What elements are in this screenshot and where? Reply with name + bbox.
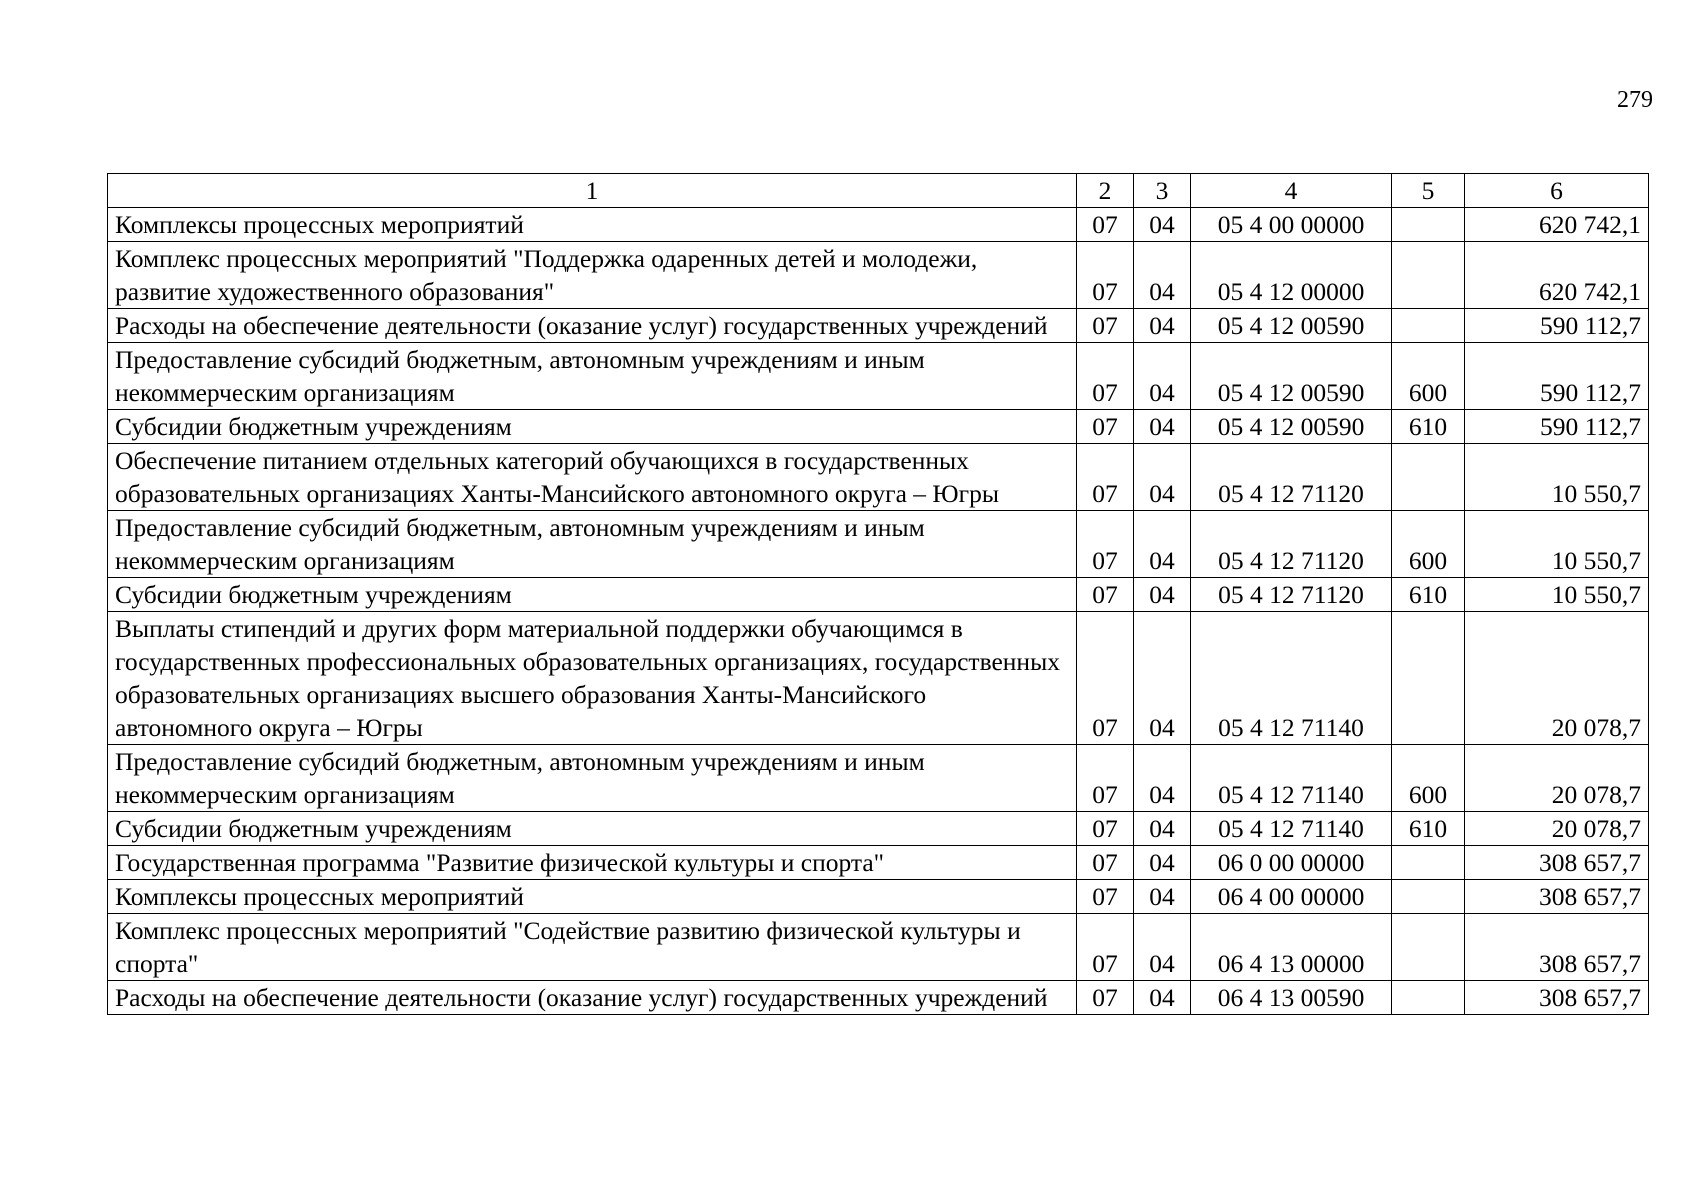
table-row (108, 309, 1649, 343)
row-section-cell: 07 (1077, 578, 1134, 612)
row-code-cell: 05 4 12 71120 (1191, 444, 1392, 511)
row-subsection-cell: 04 (1134, 981, 1191, 1015)
table-row (108, 745, 1649, 812)
row-sum-cell: 308 657,7 (1465, 914, 1649, 981)
row-name-cell: Предоставление субсидий бюджетным, автономным учреждениям и иным некоммерческим организациям (108, 343, 1077, 410)
row-code-cell: 05 4 12 71120 (1191, 578, 1392, 612)
row-type-cell (1392, 444, 1465, 511)
row-name-cell: Комплексы процессных мероприятий (108, 208, 1077, 242)
row-name-cell: Субсидии бюджетным учреждениям (108, 410, 1077, 444)
row-sum-cell: 590 112,7 (1465, 410, 1649, 444)
row-sum-cell: 20 078,7 (1465, 612, 1649, 745)
row-code-cell: 05 4 12 00590 (1191, 343, 1392, 410)
row-name-cell: Субсидии бюджетным учреждениям (108, 812, 1077, 846)
row-section-cell: 07 (1077, 981, 1134, 1015)
row-code-cell: 05 4 12 00590 (1191, 309, 1392, 343)
row-sum-cell: 620 742,1 (1465, 242, 1649, 309)
row-section-cell: 07 (1077, 914, 1134, 981)
row-section-cell: 07 (1077, 410, 1134, 444)
table-body (108, 208, 1649, 1015)
row-code-cell: 05 4 12 71140 (1191, 612, 1392, 745)
table-row (108, 208, 1649, 242)
row-name-cell: Комплекс процессных мероприятий "Поддержка одаренных детей и молодежи, развитие художественного образования" (108, 242, 1077, 309)
row-sum-cell: 10 550,7 (1465, 578, 1649, 612)
row-type-cell: 600 (1392, 511, 1465, 578)
row-type-cell: 600 (1392, 343, 1465, 410)
row-name-cell: Комплекс процессных мероприятий "Содействие развитию физической культуры и спорта" (108, 914, 1077, 981)
row-name-cell: Государственная программа "Развитие физической культуры и спорта" (108, 846, 1077, 880)
row-name-cell: Выплаты стипендий и других форм материальной поддержки обучающимся в государственных профессиональных образовательных организациях, государственных образовательных организациях высшего образования Ханты-Мансийского автономного округа – Югры (108, 612, 1077, 745)
row-sum-cell: 308 657,7 (1465, 981, 1649, 1015)
row-sum-cell: 20 078,7 (1465, 812, 1649, 846)
row-type-cell (1392, 309, 1465, 343)
row-name-cell: Комплексы процессных мероприятий (108, 880, 1077, 914)
row-subsection-cell: 04 (1134, 208, 1191, 242)
row-type-cell (1392, 981, 1465, 1015)
header-cell: 3 (1134, 174, 1191, 208)
row-name-cell: Предоставление субсидий бюджетным, автономным учреждениям и иным некоммерческим организациям (108, 745, 1077, 812)
row-subsection-cell: 04 (1134, 745, 1191, 812)
row-subsection-cell: 04 (1134, 578, 1191, 612)
budget-table (107, 173, 1649, 1015)
header-cell: 1 (108, 174, 1077, 208)
table-row (108, 242, 1649, 309)
row-section-cell: 07 (1077, 880, 1134, 914)
header-cell: 5 (1392, 174, 1465, 208)
table-row (108, 914, 1649, 981)
row-type-cell: 600 (1392, 745, 1465, 812)
row-section-cell: 07 (1077, 612, 1134, 745)
row-subsection-cell: 04 (1134, 242, 1191, 309)
row-type-cell (1392, 208, 1465, 242)
row-code-cell: 05 4 12 71140 (1191, 812, 1392, 846)
row-subsection-cell: 04 (1134, 444, 1191, 511)
page-number: 279 (1617, 87, 1653, 113)
row-code-cell: 06 0 00 00000 (1191, 846, 1392, 880)
row-sum-cell: 308 657,7 (1465, 880, 1649, 914)
table-row (108, 880, 1649, 914)
row-section-cell: 07 (1077, 846, 1134, 880)
header-cell: 6 (1465, 174, 1649, 208)
row-name-cell: Предоставление субсидий бюджетным, автономным учреждениям и иным некоммерческим организациям (108, 511, 1077, 578)
table-row (108, 981, 1649, 1015)
table-row (108, 343, 1649, 410)
row-code-cell: 05 4 00 00000 (1191, 208, 1392, 242)
row-subsection-cell: 04 (1134, 914, 1191, 981)
row-subsection-cell: 04 (1134, 309, 1191, 343)
row-type-cell: 610 (1392, 812, 1465, 846)
table-row (108, 410, 1649, 444)
row-subsection-cell: 04 (1134, 612, 1191, 745)
table-row (108, 812, 1649, 846)
row-section-cell: 07 (1077, 812, 1134, 846)
table-row (108, 578, 1649, 612)
row-sum-cell: 590 112,7 (1465, 343, 1649, 410)
row-section-cell: 07 (1077, 309, 1134, 343)
row-subsection-cell: 04 (1134, 880, 1191, 914)
row-subsection-cell: 04 (1134, 812, 1191, 846)
row-code-cell: 06 4 13 00590 (1191, 981, 1392, 1015)
row-type-cell (1392, 914, 1465, 981)
row-section-cell: 07 (1077, 208, 1134, 242)
table-row (108, 846, 1649, 880)
row-section-cell: 07 (1077, 343, 1134, 410)
row-name-cell: Обеспечение питанием отдельных категорий обучающихся в государственных образовательных организациях Ханты-Мансийского автономного округа – Югры (108, 444, 1077, 511)
row-section-cell: 07 (1077, 444, 1134, 511)
row-sum-cell: 308 657,7 (1465, 846, 1649, 880)
row-name-cell: Субсидии бюджетным учреждениям (108, 578, 1077, 612)
row-sum-cell: 10 550,7 (1465, 444, 1649, 511)
row-type-cell (1392, 880, 1465, 914)
row-sum-cell: 590 112,7 (1465, 309, 1649, 343)
header-cell: 2 (1077, 174, 1134, 208)
row-sum-cell: 20 078,7 (1465, 745, 1649, 812)
table-row (108, 612, 1649, 745)
row-type-cell: 610 (1392, 578, 1465, 612)
row-name-cell: Расходы на обеспечение деятельности (оказание услуг) государственных учреждений (108, 309, 1077, 343)
row-code-cell: 06 4 00 00000 (1191, 880, 1392, 914)
row-code-cell: 05 4 12 71140 (1191, 745, 1392, 812)
row-type-cell (1392, 242, 1465, 309)
row-subsection-cell: 04 (1134, 511, 1191, 578)
row-name-cell: Расходы на обеспечение деятельности (оказание услуг) государственных учреждений (108, 981, 1077, 1015)
row-sum-cell: 620 742,1 (1465, 208, 1649, 242)
row-code-cell: 05 4 12 71120 (1191, 511, 1392, 578)
row-subsection-cell: 04 (1134, 343, 1191, 410)
row-code-cell: 06 4 13 00000 (1191, 914, 1392, 981)
row-section-cell: 07 (1077, 511, 1134, 578)
header-cell: 4 (1191, 174, 1392, 208)
row-code-cell: 05 4 12 00000 (1191, 242, 1392, 309)
row-type-cell (1392, 846, 1465, 880)
row-subsection-cell: 04 (1134, 410, 1191, 444)
row-code-cell: 05 4 12 00590 (1191, 410, 1392, 444)
row-subsection-cell: 04 (1134, 846, 1191, 880)
row-type-cell: 610 (1392, 410, 1465, 444)
row-section-cell: 07 (1077, 745, 1134, 812)
row-section-cell: 07 (1077, 242, 1134, 309)
table-header-row (108, 174, 1649, 208)
row-type-cell (1392, 612, 1465, 745)
row-sum-cell: 10 550,7 (1465, 511, 1649, 578)
table-row (108, 444, 1649, 511)
table-row (108, 511, 1649, 578)
